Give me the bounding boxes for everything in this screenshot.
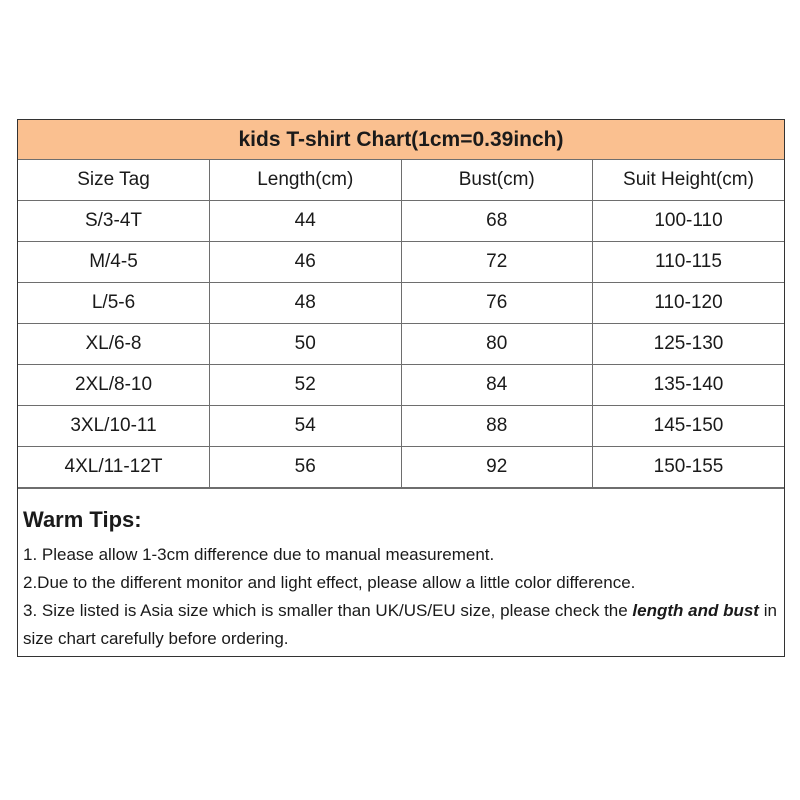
- table-row: [18, 447, 784, 488]
- header-bust: Bust(cm): [401, 160, 593, 201]
- cell-suit-height: 125-130: [593, 324, 785, 365]
- tip-line-3-prefix: 3. Size listed is Asia size which is smaller than UK/US/EU size, please check the: [23, 601, 633, 620]
- cell-size-tag: 4XL/11-12T: [18, 447, 210, 488]
- cell-size-tag: S/3-4T: [18, 201, 210, 242]
- tip-line-3-emphasis: length and bust: [632, 601, 759, 620]
- cell-size-tag: M/4-5: [18, 242, 210, 283]
- cell-length: 44: [210, 201, 402, 242]
- cell-length: 46: [210, 242, 402, 283]
- cell-bust: 92: [401, 447, 593, 488]
- table-row: [18, 283, 784, 324]
- cell-size-tag: L/5-6: [18, 283, 210, 324]
- header-size-tag: Size Tag: [18, 160, 210, 201]
- cell-suit-height: 135-140: [593, 365, 785, 406]
- cell-length: 48: [210, 283, 402, 324]
- table-row: [18, 365, 784, 406]
- cell-size-tag: 2XL/8-10: [18, 365, 210, 406]
- table-row: [18, 324, 784, 365]
- cell-size-tag: 3XL/10-11: [18, 406, 210, 447]
- tip-line-3: [23, 597, 778, 653]
- cell-length: 52: [210, 365, 402, 406]
- cell-size-tag: XL/6-8: [18, 324, 210, 365]
- header-suit-height: Suit Height(cm): [593, 160, 785, 201]
- table-row: [18, 406, 784, 447]
- tip-line-3-suffix: in size chart carefully before ordering.: [23, 601, 777, 648]
- cell-length: 54: [210, 406, 402, 447]
- cell-suit-height: 145-150: [593, 406, 785, 447]
- header-row: [18, 160, 784, 201]
- cell-length: 56: [210, 447, 402, 488]
- cell-suit-height: 110-115: [593, 242, 785, 283]
- cell-suit-height: 150-155: [593, 447, 785, 488]
- size-chart-frame: [17, 119, 785, 657]
- warm-tips-section: [18, 488, 784, 653]
- table-row: [18, 201, 784, 242]
- warm-tips-heading: Warm Tips:: [23, 507, 142, 532]
- cell-bust: 68: [401, 201, 593, 242]
- cell-suit-height: 110-120: [593, 283, 785, 324]
- cell-bust: 80: [401, 324, 593, 365]
- cell-bust: 72: [401, 242, 593, 283]
- tip-line-1: 1. Please allow 1-3cm difference due to manual measurement.: [23, 545, 495, 564]
- cell-bust: 76: [401, 283, 593, 324]
- cell-bust: 88: [401, 406, 593, 447]
- table-row: [18, 242, 784, 283]
- size-chart-table: [18, 120, 784, 488]
- tip-line-2: 2.Due to the different monitor and light effect, please allow a little color difference.: [23, 573, 636, 592]
- cell-suit-height: 100-110: [593, 201, 785, 242]
- cell-bust: 84: [401, 365, 593, 406]
- header-length: Length(cm): [210, 160, 402, 201]
- cell-length: 50: [210, 324, 402, 365]
- chart-title: kids T-shirt Chart(1cm=0.39inch): [18, 120, 784, 160]
